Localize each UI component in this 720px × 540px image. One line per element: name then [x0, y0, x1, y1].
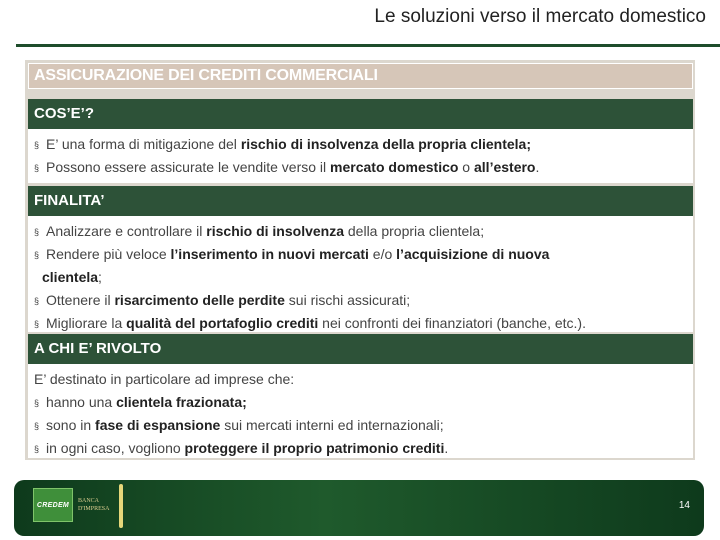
bold-text: l’inserimento in nuovi mercati: [170, 246, 369, 262]
bold-text: l’acquisizione di nuova: [396, 246, 550, 262]
text: Migliorare la: [46, 315, 127, 331]
bullet-line: [34, 437, 689, 460]
bold-text: clientela: [42, 269, 99, 285]
bullet-line: [34, 133, 689, 156]
text: .: [444, 440, 449, 456]
text: sui rischi assicurati;: [284, 292, 411, 308]
bold-text: proteggere il proprio patrimonio crediti: [184, 440, 445, 456]
bullet-line: [34, 391, 689, 414]
bold-text: qualità del portafoglio crediti: [126, 315, 319, 331]
page-number: 14: [678, 500, 690, 511]
section-header-cose: COS’E’?: [28, 99, 693, 129]
bullet-icon: §: [34, 140, 40, 150]
bullet-line: [34, 289, 689, 312]
text: in ogni caso, vogliono: [46, 440, 185, 456]
footer-bar: [14, 480, 704, 536]
slide-title: Le soluzioni verso il mercato domestico: [374, 6, 706, 27]
bold-text: all’estero: [474, 159, 536, 175]
bold-text: mercato domestico: [330, 159, 459, 175]
bold-text: clientela frazionata;: [116, 394, 247, 410]
banca-logo-line1: BANCA: [78, 498, 100, 504]
text: hanno una: [46, 394, 117, 410]
bold-text: risarcimento delle perdite: [114, 292, 285, 308]
credem-logo: [33, 488, 73, 522]
section-header-finalita: FINALITA’: [28, 186, 693, 216]
text: della propria clientela;: [344, 223, 485, 239]
credem-logo-text: CREDEM: [36, 501, 70, 509]
title-rule: [16, 44, 720, 47]
text: nei confronti dei finanziatori (banche, etc.).: [318, 315, 586, 331]
bullet-icon: §: [34, 163, 40, 173]
bold-text: fase di espansione: [95, 417, 221, 433]
bullet-icon: §: [34, 250, 40, 260]
text: e/o: [368, 246, 397, 262]
text: Rendere più veloce: [46, 246, 171, 262]
bullet-line: [34, 414, 689, 437]
bullet-line: [34, 243, 689, 266]
bullet-line: [34, 220, 689, 243]
banca-impresa-logo: [78, 488, 116, 522]
section-header-a-chi-e-rivolto: A CHI E’ RIVOLTO: [28, 334, 693, 364]
bullet-icon: §: [34, 319, 40, 329]
bullet-icon: §: [34, 398, 40, 408]
text: o: [458, 159, 474, 175]
text: .: [535, 159, 540, 175]
text: sui mercati interni ed internazionali;: [220, 417, 444, 433]
text: sono in: [46, 417, 96, 433]
bullet-icon: §: [34, 227, 40, 237]
section-body-a-chi-e-rivolto: [28, 364, 693, 458]
text: Analizzare e controllare il: [46, 223, 207, 239]
bullet-line: [34, 156, 689, 179]
text: ;: [98, 269, 102, 285]
text: Ottenere il: [46, 292, 115, 308]
bullet-line: [34, 368, 689, 391]
section-body-finalita: [28, 216, 693, 332]
bold-text: rischio di insolvenza della propria clientela;: [240, 136, 532, 152]
text: Possono essere assicurate le vendite verso il: [46, 159, 331, 175]
bullet-line: [34, 312, 689, 335]
bullet-line: [34, 266, 689, 289]
bold-text: rischio di insolvenza: [206, 223, 344, 239]
bullet-icon: §: [34, 296, 40, 306]
logo-divider: [119, 484, 123, 528]
text: E’ destinato in particolare ad imprese che:: [34, 371, 295, 387]
bullet-icon: §: [34, 444, 40, 454]
main-heading: ASSICURAZIONE DEI CREDITI COMMERCIALI: [28, 63, 693, 89]
banca-logo-line2: D'IMPRESA: [78, 506, 110, 512]
bullet-icon: §: [34, 421, 40, 431]
section-body-cose: [28, 129, 693, 183]
text: E’ una forma di mitigazione del: [46, 136, 241, 152]
